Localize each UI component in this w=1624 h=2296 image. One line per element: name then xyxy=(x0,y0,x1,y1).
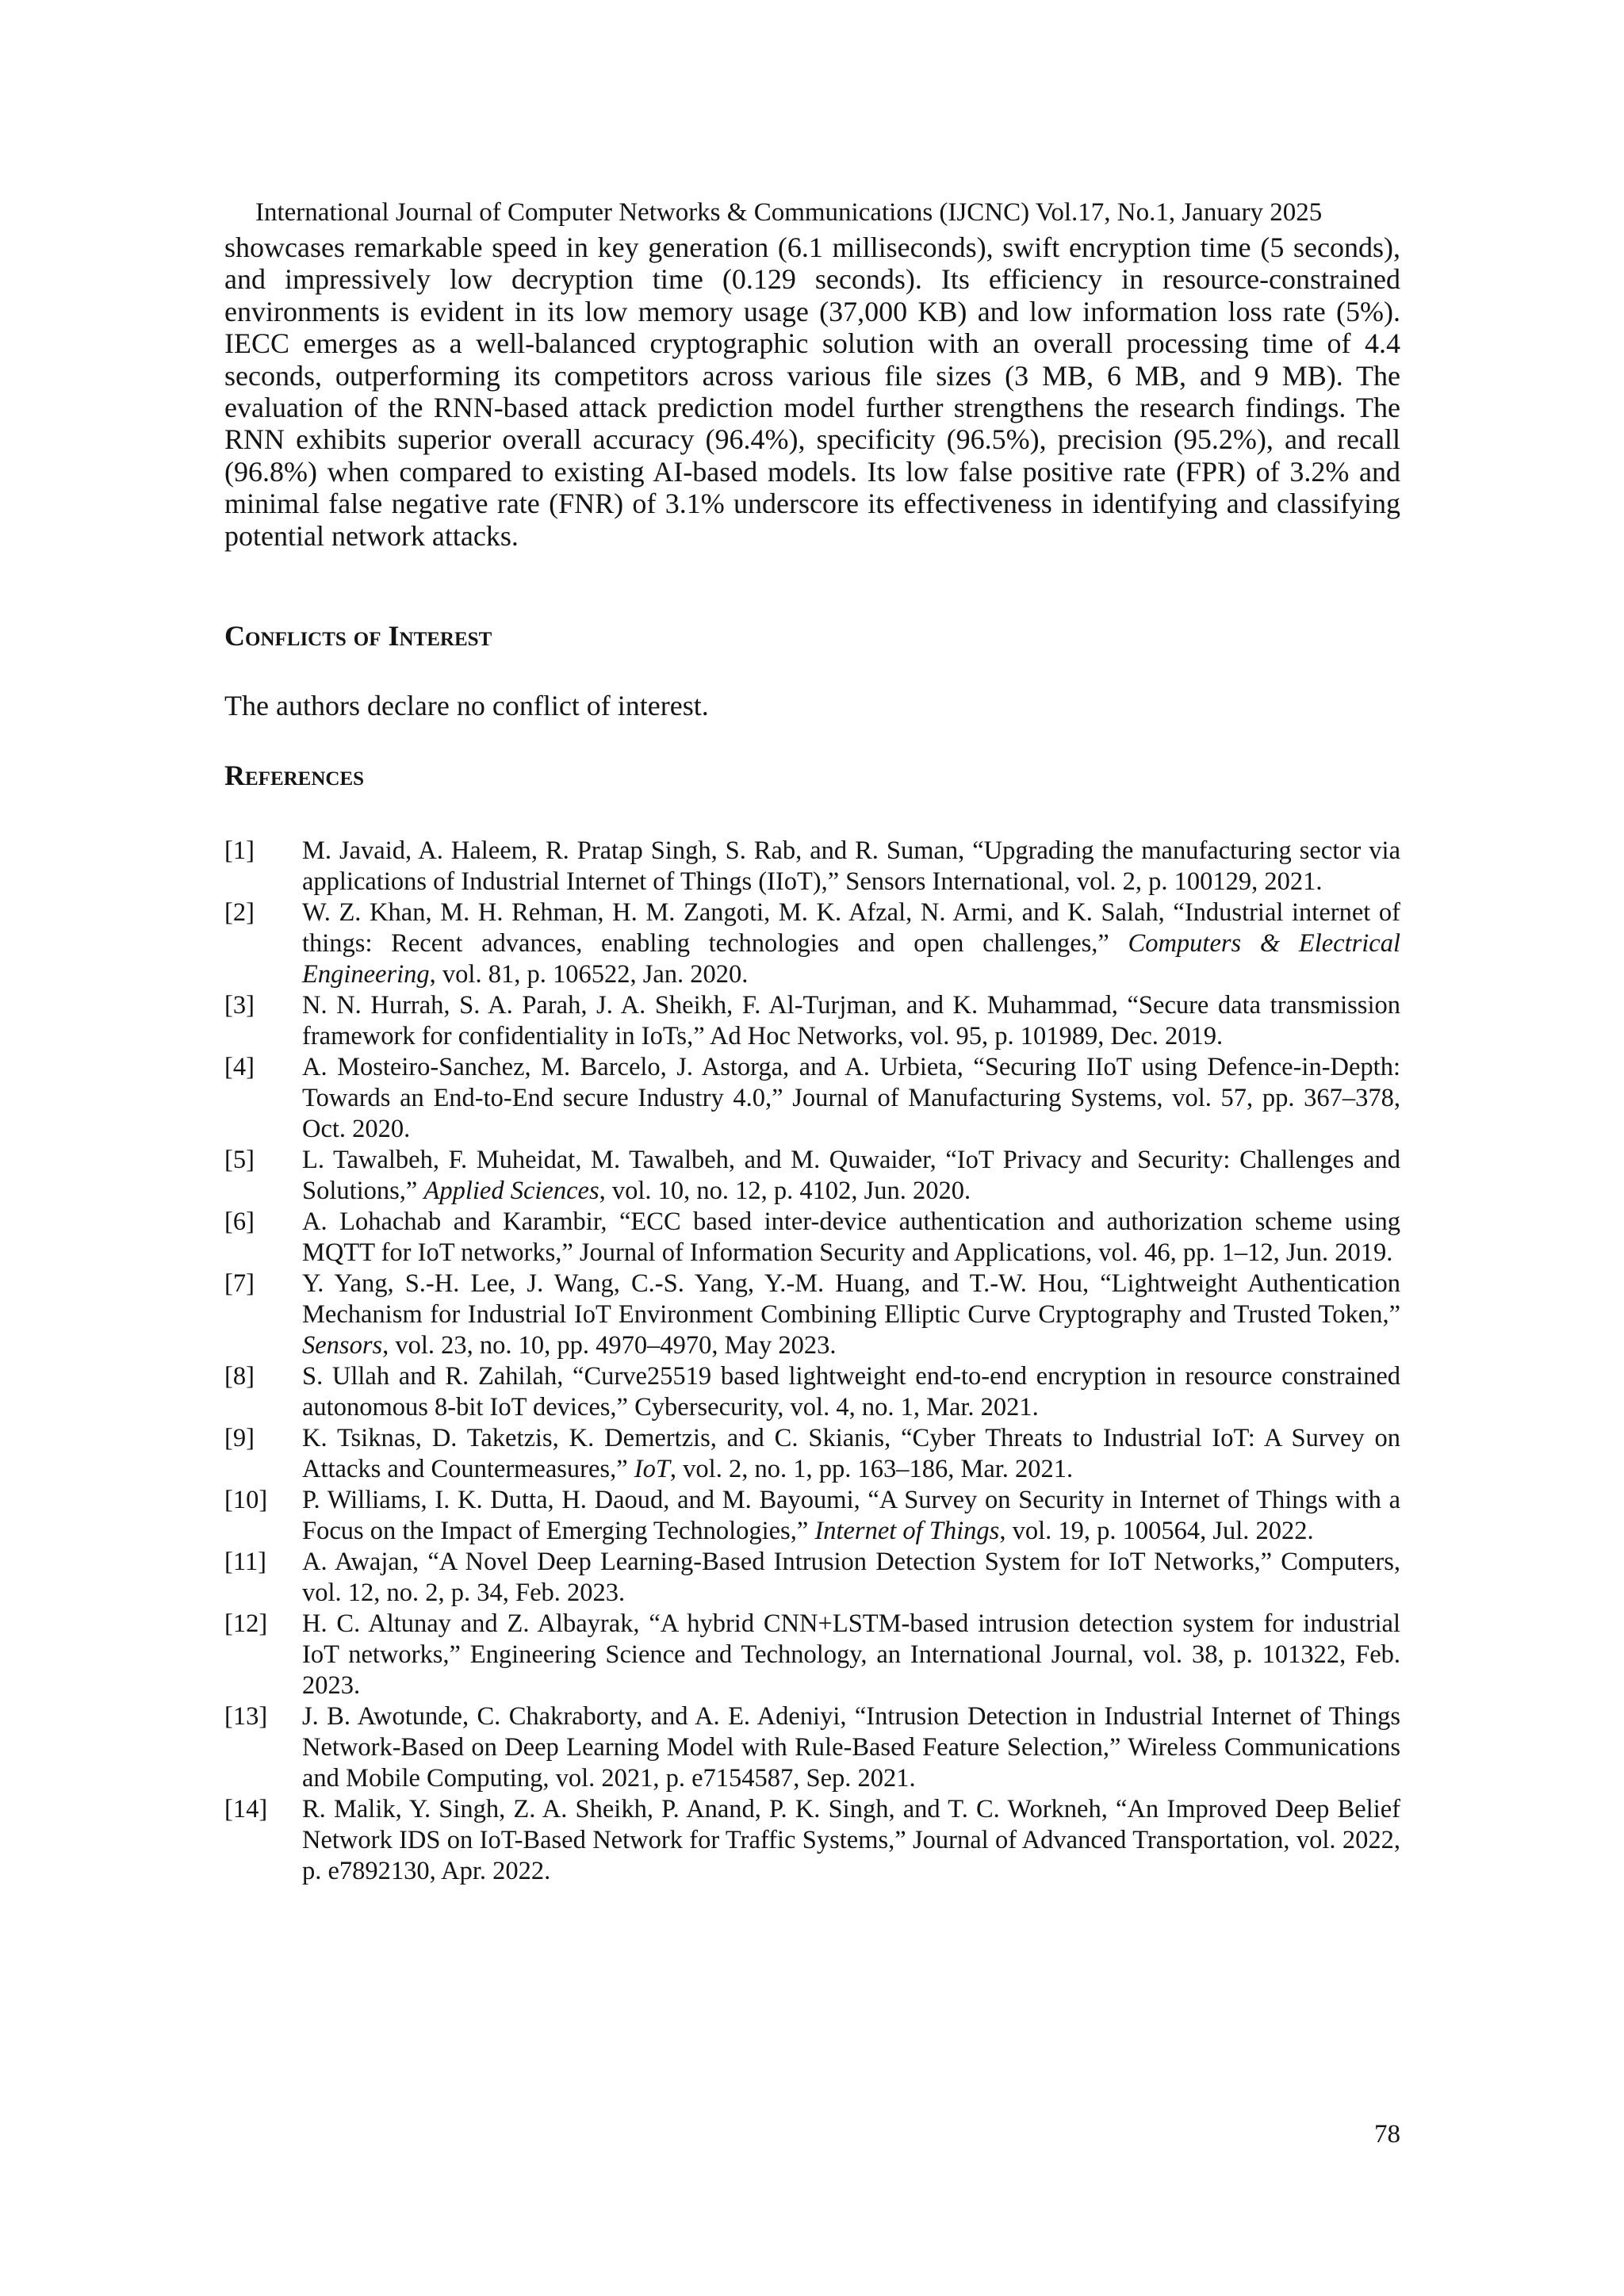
reference-number: [13] xyxy=(224,1702,268,1731)
reference-text: J. B. Awotunde, C. Chakraborty, and A. E. Adeniyi, “Intrusion Detection in Industrial Internet of Things Network-Based on Deep Learning Model with Rule-Based Feature Selection,” Wireless Communications and Mobile Computing, vol. 2021, p. e7154587, Sep. 2021. xyxy=(302,1702,1400,1793)
reference-text-tail: , vol. 19, p. 100564, Jul. 2022. xyxy=(999,1517,1314,1545)
reference-list xyxy=(224,836,1400,1887)
reference-text: S. Ullah and R. Zahilah, “Curve25519 based lightweight end-to-end encryption in resource constrained autonomous 8-bit IoT devices,” Cybersecurity, vol. 4, no. 1, Mar. 2021. xyxy=(302,1362,1400,1422)
reference-item xyxy=(224,1145,1400,1207)
reference-venue: Applied Sciences xyxy=(423,1177,599,1205)
conflicts-heading: Conflicts of Interest xyxy=(224,620,492,652)
reference-venue: Sensors xyxy=(302,1331,383,1360)
reference-number: [2] xyxy=(224,898,255,927)
reference-text: A. Awajan, “A Novel Deep Learning-Based Intrusion Detection System for IoT Networks,” Computers, vol. 12, no. 2, p. 34, Feb. 2023. xyxy=(302,1548,1400,1607)
reference-item xyxy=(224,1485,1400,1547)
conflicts-statement: The authors declare no conflict of interest. xyxy=(224,690,709,721)
reference-item xyxy=(224,1361,1400,1423)
references-heading: References xyxy=(224,760,365,791)
reference-number: [1] xyxy=(224,836,255,865)
reference-text: P. Williams, I. K. Dutta, H. Daoud, and M. Bayoumi, “A Survey on Security in Internet of Things with a Focus on the Impact of Emerging Technologies,” xyxy=(302,1486,1400,1545)
reference-text: L. Tawalbeh, F. Muheidat, M. Tawalbeh, and M. Quwaider, “IoT Privacy and Security: Challenges and Solutions,” xyxy=(302,1146,1400,1205)
running-head: International Journal of Computer Networks & Communications (IJCNC) Vol.17, No.1, January 2025 xyxy=(255,198,1323,227)
reference-venue: IoT xyxy=(634,1455,670,1483)
reference-text: A. Lohachab and Karambir, “ECC based inter-device authentication and authorization scheme using MQTT for IoT networks,” Journal of Information Security and Applications, vol. 46, pp. 1–12, Jun. 2019. xyxy=(302,1207,1400,1267)
page-number: 78 xyxy=(1374,2120,1400,2149)
reference-item xyxy=(224,1609,1400,1701)
reference-number: [5] xyxy=(224,1146,255,1174)
reference-number: [8] xyxy=(224,1362,255,1391)
reference-item xyxy=(224,1423,1400,1485)
reference-item xyxy=(224,1701,1400,1794)
reference-item xyxy=(224,990,1400,1052)
reference-number: [11] xyxy=(224,1548,266,1576)
reference-item xyxy=(224,1207,1400,1269)
reference-text: H. C. Altunay and Z. Albayrak, “A hybrid CNN+LSTM-based intrusion detection system for industrial IoT networks,” Engineering Science and Technology, an International Journal, vol. 38, p. 101322, Feb. 2023. xyxy=(302,1609,1400,1700)
reference-number: [4] xyxy=(224,1053,255,1081)
reference-item xyxy=(224,836,1400,897)
reference-item xyxy=(224,1052,1400,1145)
reference-text: N. N. Hurrah, S. A. Parah, J. A. Sheikh, F. Al-Turjman, and K. Muhammad, “Secure data transmission framework for confidentiality in IoTs,” Ad Hoc Networks, vol. 95, p. 101989, Dec. 2019. xyxy=(302,991,1400,1050)
conclusion-paragraph: showcases remarkable speed in key generation (6.1 milliseconds), swift encryption time (5 seconds), and impressively low decryption time (0.129 seconds). Its efficiency in resource-constrained environments is evident in its low memory usage (37,000 KB) and low information loss rate (5%). IECC emerges as a well-balanced cryptographic solution with an overall processing time of 4.4 seconds, outperforming its competitors across various file sizes (3 MB, 6 MB, and 9 MB). The evaluation of the RNN-based attack prediction model further strengthens the research findings. The RNN exhibits superior overall accuracy (96.4%), specificity (96.5%), precision (95.2%), and recall (96.8%) when compared to existing AI-based models. Its low false positive rate (FPR) of 3.2% and minimal false negative rate (FNR) of 3.1% underscore its effectiveness in identifying and classifying potential network attacks. xyxy=(224,232,1400,552)
reference-item xyxy=(224,897,1400,990)
reference-text-tail: , vol. 2, no. 1, pp. 163–186, Mar. 2021. xyxy=(669,1455,1074,1483)
reference-number: [9] xyxy=(224,1424,255,1452)
reference-number: [14] xyxy=(224,1795,268,1823)
reference-item xyxy=(224,1794,1400,1887)
reference-venue: Computers & Electrical Engineering xyxy=(302,929,1401,989)
reference-text-tail: , vol. 10, no. 12, p. 4102, Jun. 2020. xyxy=(599,1177,971,1205)
reference-number: [3] xyxy=(224,991,255,1020)
reference-number: [10] xyxy=(224,1486,268,1514)
reference-text: W. Z. Khan, M. H. Rehman, H. M. Zangoti, M. K. Afzal, N. Armi, and K. Salah, “Industrial internet of things: Recent advances, enabling technologies and open challenges,” xyxy=(302,898,1400,958)
reference-text: A. Mosteiro-Sanchez, M. Barcelo, J. Astorga, and A. Urbieta, “Securing IIoT using Defence-in-Depth: Towards an End-to-End secure Industry 4.0,” Journal of Manufacturing Systems, vol. 57, pp. 367–378, Oct. 2020. xyxy=(302,1053,1400,1143)
reference-item xyxy=(224,1547,1400,1609)
reference-number: [6] xyxy=(224,1207,255,1236)
reference-text-tail: , vol. 81, p. 106522, Jan. 2020. xyxy=(429,960,749,989)
reference-venue: Internet of Things xyxy=(814,1517,1000,1545)
reference-number: [12] xyxy=(224,1609,268,1638)
reference-number: [7] xyxy=(224,1269,255,1298)
reference-item xyxy=(224,1269,1400,1361)
reference-text: Y. Yang, S.-H. Lee, J. Wang, C.-S. Yang, Y.-M. Huang, and T.-W. Hou, “Lightweight Authentication Mechanism for Industrial IoT Environment Combining Elliptic Curve Cryptography and Trusted Token,” xyxy=(302,1269,1400,1329)
reference-text: M. Javaid, A. Haleem, R. Pratap Singh, S. Rab, and R. Suman, “Upgrading the manufacturing sector via applications of Industrial Internet of Things (IIoT),” Sensors International, vol. 2, p. 100129, 2021. xyxy=(302,836,1400,896)
reference-text: R. Malik, Y. Singh, Z. A. Sheikh, P. Anand, P. K. Singh, and T. C. Workneh, “An Improved Deep Belief Network IDS on IoT-Based Network for Traffic Systems,” Journal of Advanced Transportation, vol. 2022, p. e7892130, Apr. 2022. xyxy=(302,1795,1400,1885)
reference-text-tail: , vol. 23, no. 10, pp. 4970–4970, May 2023. xyxy=(382,1331,837,1360)
reference-text: K. Tsiknas, D. Taketzis, K. Demertzis, and C. Skianis, “Cyber Threats to Industrial IoT: A Survey on Attacks and Countermeasures,” xyxy=(302,1424,1400,1483)
